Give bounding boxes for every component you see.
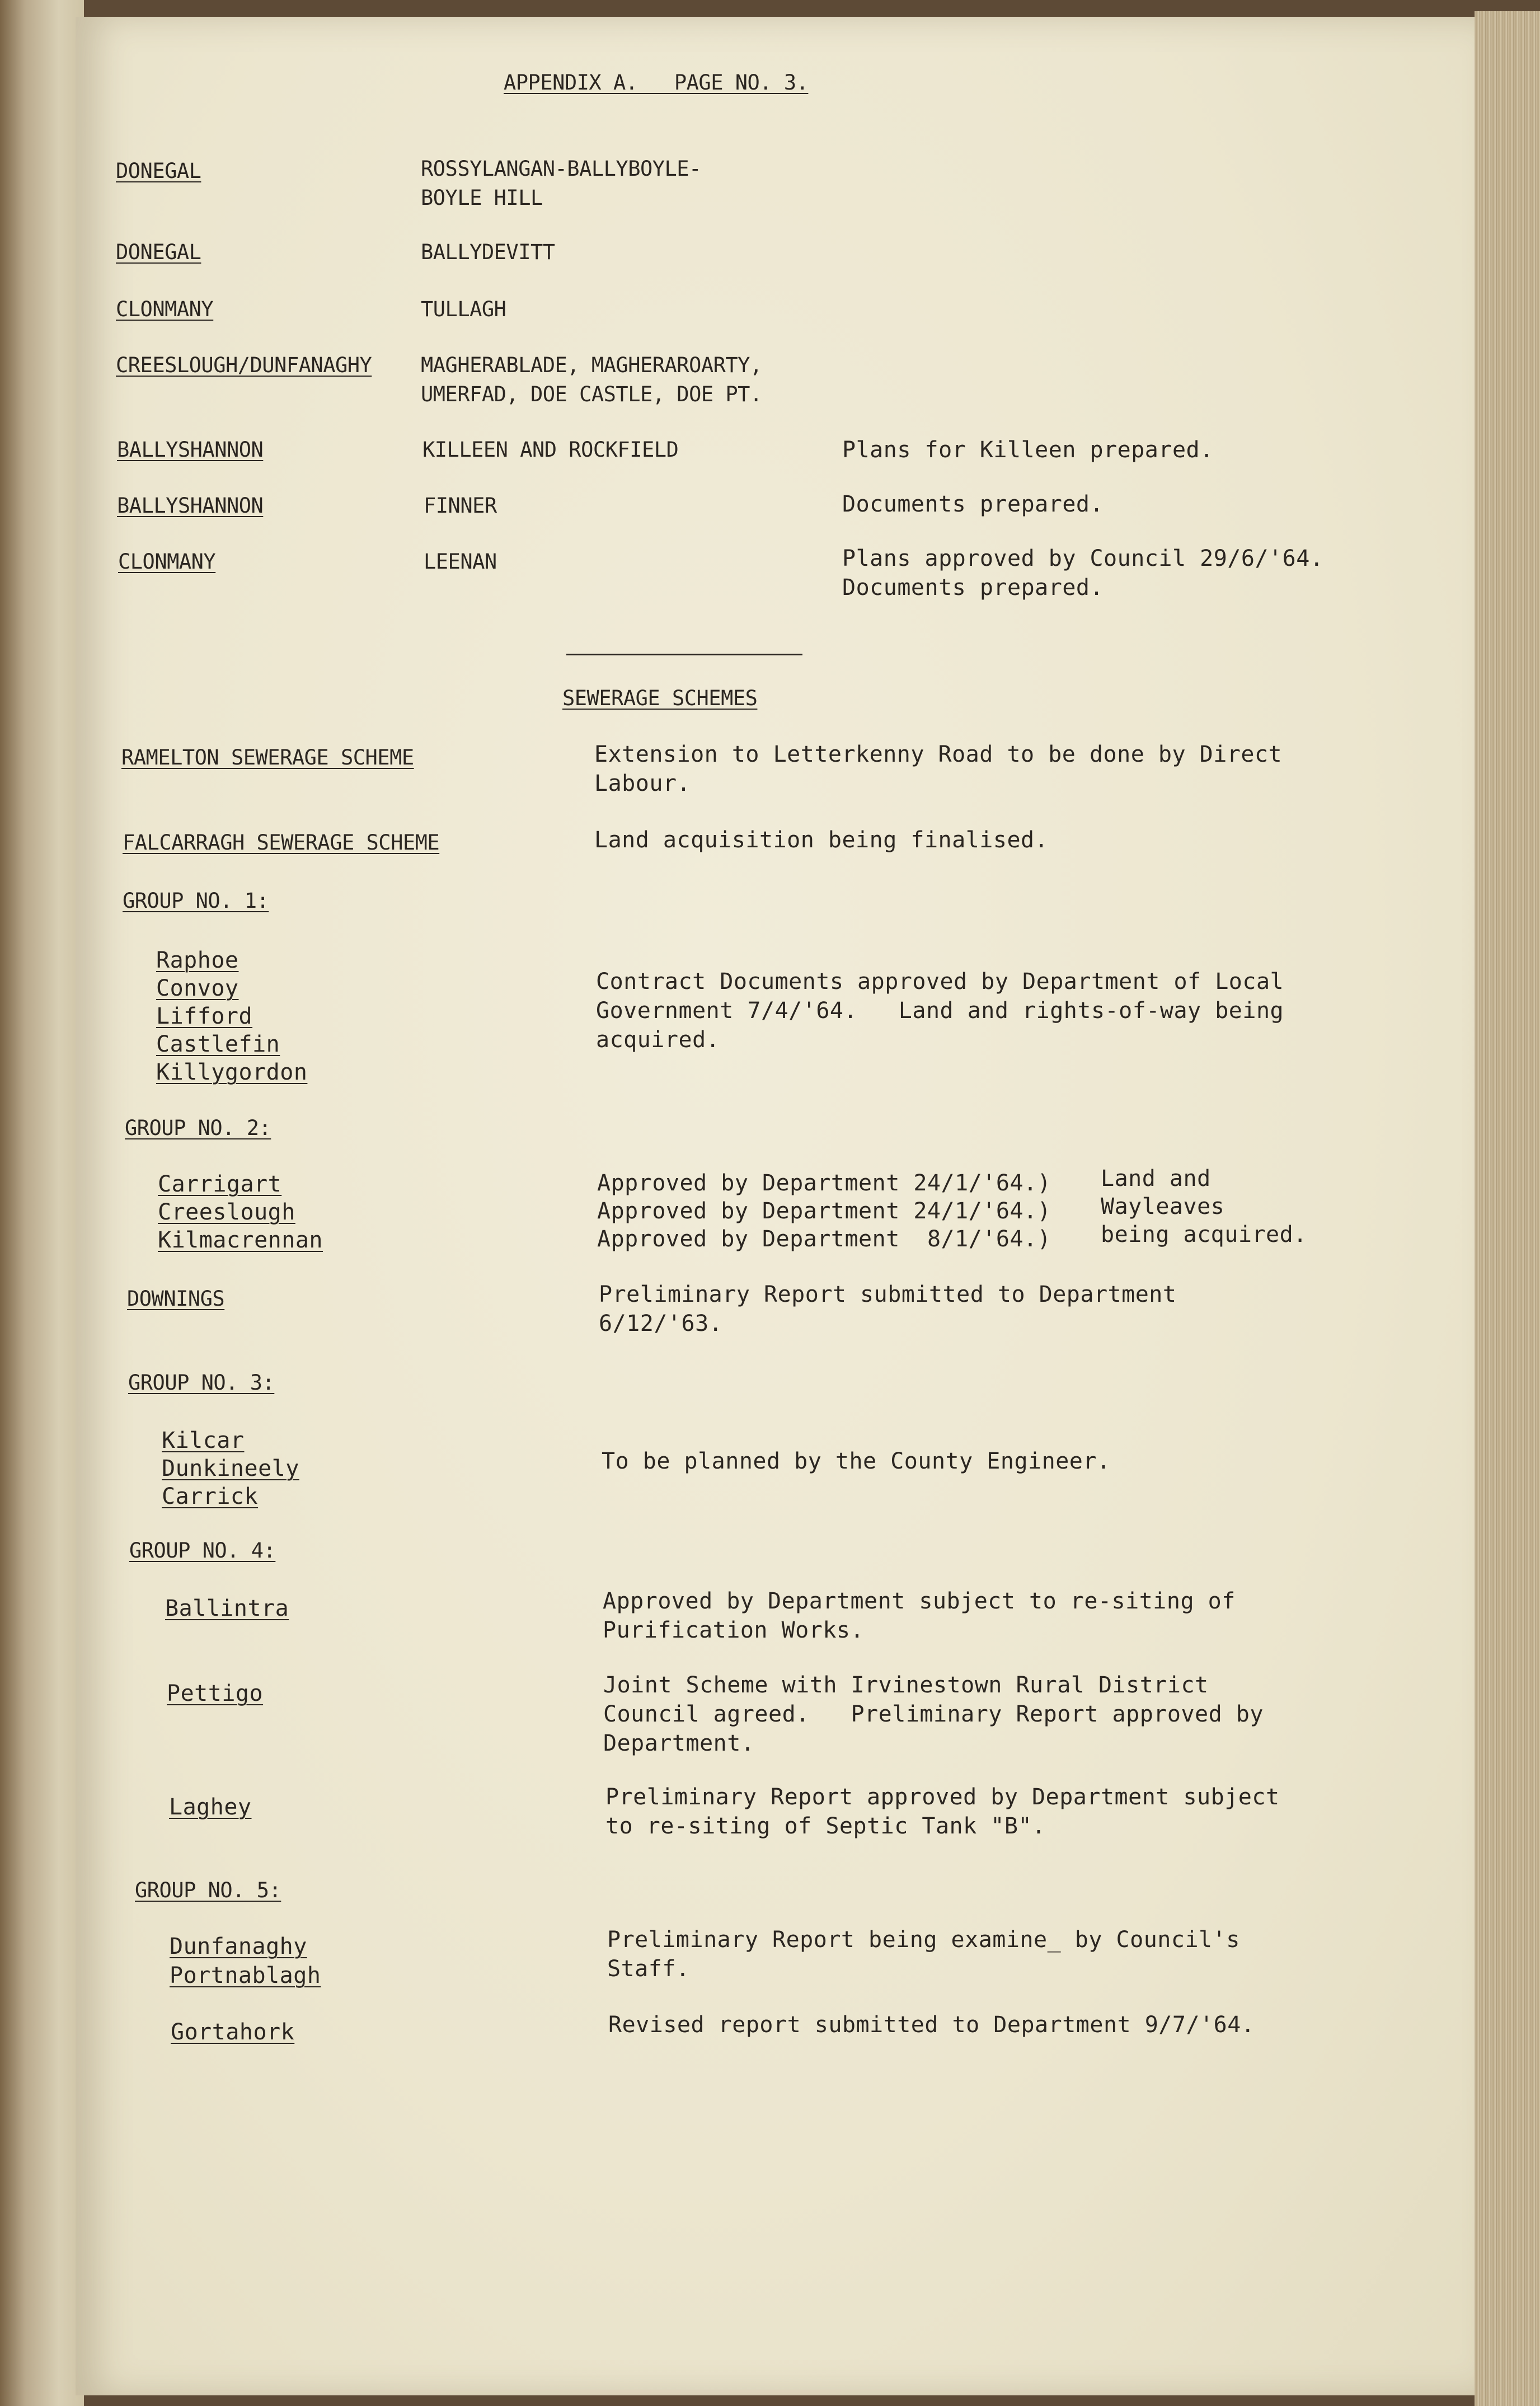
group-label: GROUP NO. 3:: [128, 1371, 275, 1395]
approval-note: Approved by Department 24/1/'64.): [597, 1198, 1051, 1224]
place-name: Kilmacrennan: [158, 1227, 323, 1253]
place-name: Carrigart: [158, 1171, 282, 1197]
area-label: BALLYSHANNON: [117, 438, 264, 462]
section-heading: SEWERAGE SCHEMES: [562, 686, 758, 710]
place-name: Dunfanaghy Portnablagh: [170, 1934, 321, 1988]
scheme-note: Revised report submitted to Department 9/7/'64.: [608, 2012, 1255, 2038]
area-label: DONEGAL: [116, 240, 201, 264]
scheme-note: Extension to Letterkenny Road to be done by Direct Labour.: [594, 742, 1283, 796]
place-name: Creeslough: [158, 1199, 295, 1225]
scheme-label: RAMELTON SEWERAGE SCHEME: [121, 745, 414, 770]
place-name: Gortahork: [171, 2019, 295, 2045]
group-label: GROUP NO. 2:: [125, 1116, 271, 1140]
place-name: Convoy: [156, 975, 239, 1001]
place-name: Kilcar: [162, 1428, 245, 1453]
status-note: being acquired.: [1101, 1222, 1307, 1247]
group-label: GROUP NO. 4:: [129, 1539, 276, 1563]
place-name: Ballintra: [165, 1596, 289, 1621]
scheme-label: DOWNINGS: [127, 1287, 225, 1311]
page-title: APPENDIX A. PAGE NO. 3.: [504, 71, 809, 95]
group-label: GROUP NO. 5:: [135, 1878, 281, 1902]
area-label: CREESLOUGH/DUNFANAGHY: [116, 353, 372, 377]
place-name: MAGHERABLADE, MAGHERAROARTY, UMERFAD, DOE CASTLE, DOE PT.: [421, 353, 762, 406]
scheme-note: Preliminary Report being examine_ by Council's Staff.: [607, 1927, 1240, 1982]
scheme-note: Land acquisition being finalised.: [594, 827, 1049, 853]
scheme-note: Plans approved by Council 29/6/'64. Documents prepared.: [842, 546, 1324, 601]
status-note: Wayleaves: [1101, 1194, 1225, 1220]
place-name: TULLAGH: [421, 297, 506, 321]
place-name: Dunkineely: [162, 1456, 299, 1481]
place-name: FINNER: [424, 494, 497, 518]
place-name: Castlefin: [156, 1031, 280, 1057]
area-label: DONEGAL: [116, 159, 201, 183]
group-label: GROUP NO. 1:: [123, 889, 269, 913]
page-stack-edge: [1475, 11, 1540, 2406]
scheme-note: Contract Documents approved by Department of Local Government 7/4/'64. Land and rights-of-way being acquired.: [596, 969, 1284, 1053]
place-name: Lifford: [156, 1003, 253, 1029]
scheme-note: To be planned by the County Engineer.: [602, 1448, 1111, 1474]
place-name: BALLYDEVITT: [421, 240, 555, 264]
section-divider: [566, 654, 802, 655]
place-name: Carrick: [162, 1484, 259, 1509]
approval-note: Approved by Department 24/1/'64.): [597, 1170, 1051, 1196]
scheme-note: Joint Scheme with Irvinestown Rural District Council agreed. Preliminary Report approved by Department.: [603, 1672, 1264, 1756]
area-label: CLONMANY: [116, 297, 214, 321]
place-name: KILLEEN AND ROCKFIELD: [422, 438, 679, 462]
area-label: BALLYSHANNON: [117, 494, 264, 518]
book-binding-edge: [0, 0, 84, 2406]
place-name: Laghey: [169, 1794, 252, 1820]
scheme-note: Preliminary Report approved by Department subject to re-siting of Septic Tank "B".: [605, 1784, 1280, 1839]
status-note: Land and: [1101, 1166, 1211, 1192]
scheme-note: Approved by Department subject to re-siting of Purification Works.: [603, 1588, 1236, 1643]
place-name: ROSSYLANGAN-BALLYBOYLE- BOYLE HILL: [421, 157, 701, 210]
approval-note: Approved by Department 8/1/'64.): [597, 1226, 1051, 1252]
place-name: LEENAN: [424, 550, 497, 574]
scheme-note: Preliminary Report submitted to Department 6/12/'63.: [599, 1282, 1177, 1336]
scheme-label: FALCARRAGH SEWERAGE SCHEME: [123, 831, 440, 855]
place-name: Raphoe: [156, 948, 239, 973]
scheme-note: Plans for Killeen prepared.: [842, 437, 1214, 463]
place-name: Pettigo: [167, 1681, 264, 1706]
scheme-note: Documents prepared.: [842, 491, 1104, 517]
area-label: CLONMANY: [118, 550, 216, 574]
place-name: Killygordon: [156, 1059, 308, 1085]
